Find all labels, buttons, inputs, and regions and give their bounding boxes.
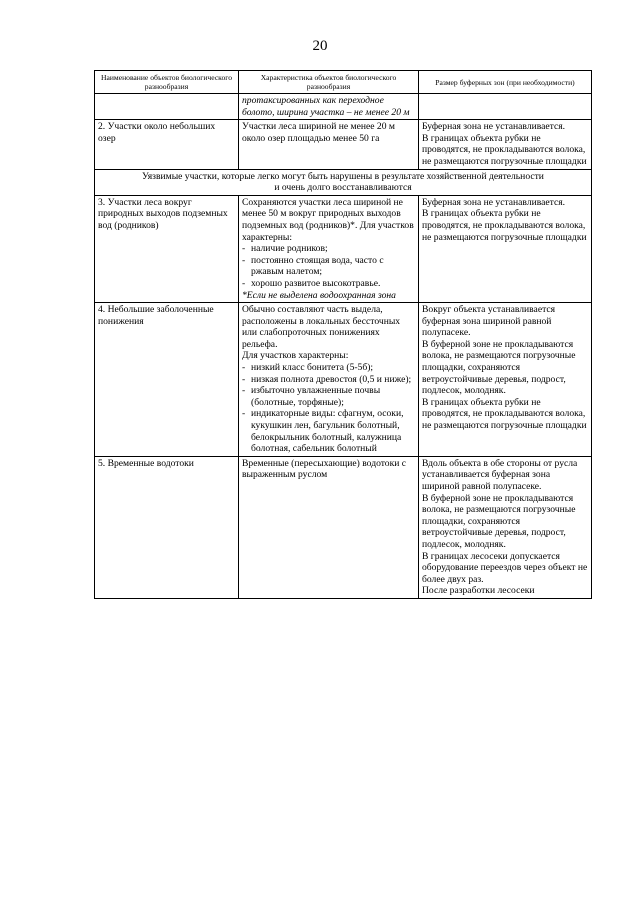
- list-item: - хорошо развитое высокотравье.: [242, 278, 415, 290]
- characteristic-list: [242, 243, 415, 289]
- object-name: 2. Участки около небольших озер: [95, 120, 239, 169]
- table-row: [95, 456, 592, 598]
- table-row: [95, 94, 592, 120]
- object-characteristic: Участки леса шириной не менее 20 м около озер площадью менее 50 га: [239, 120, 419, 169]
- section-heading-line: и очень долго восстанавливаются: [274, 182, 412, 194]
- buffer-text: Буферная зона не устанавливается.: [422, 196, 566, 208]
- list-item: - наличие родников;: [242, 243, 415, 255]
- characteristic-intro: Для участков характерны:: [242, 350, 349, 362]
- object-characteristic: [239, 303, 419, 457]
- table-row: [95, 120, 592, 169]
- object-name: 5. Временные водотоки: [95, 456, 239, 598]
- object-characteristic: [239, 195, 419, 302]
- characteristic-list: [242, 362, 415, 455]
- buffer-zones-table: [94, 70, 592, 599]
- buffer-text: В границах объекта рубки не проводятся, не прокладываются волока, не размещаются погрузочные площадки: [422, 208, 587, 243]
- list-item: - низкая полнота древостоя (0,5 и ниже);: [242, 374, 415, 386]
- page-number: 20: [312, 38, 328, 54]
- buffer-text: Вдоль объекта в обе стороны от русла устанавливается буферная зона шириной равной полупасеке.: [422, 457, 578, 492]
- table-header-row: [95, 71, 592, 94]
- list-item: - постоянно стоящая вода, часто с ржавым налетом;: [242, 255, 415, 278]
- list-item: - избыточно увлажненные почвы (болотные, торфяные);: [242, 385, 415, 408]
- characteristic-intro: Сохраняются участки леса шириной не менее 50 м вокруг природных выходов подземных вод (родников)*. Для участков характерны:: [242, 196, 414, 243]
- table-row: [95, 303, 592, 457]
- characteristic-intro: Обычно составляют часть выдела, расположены в локальных бессточных или слабопроточных понижениях рельефа.: [242, 304, 401, 350]
- buffer-text: Буферная зона не устанавливается.: [422, 121, 566, 133]
- buffer-text: В границах объекта рубки не проводятся, не прокладываются волока, не размещаются погрузочные площадки: [422, 396, 587, 432]
- section-heading-row: [95, 169, 592, 195]
- buffer-zone-cell: [419, 303, 592, 457]
- header-buffer-size: Размер буферных зон (при необходимости): [419, 71, 592, 94]
- list-item: - низкий класс бонитета (5-5б);: [242, 362, 415, 374]
- buffer-zone-cell: [419, 456, 592, 598]
- continued-name-cell: [95, 94, 239, 120]
- continued-characteristic-cell: протаксированных как переходное болото, ширина участка – не менее 20 м: [239, 94, 419, 120]
- header-object-name: Наименование объектов биологического разнообразия: [95, 71, 239, 94]
- buffer-text: В границах лесосеки допускается оборудование переездов через объект не более двух раз.: [422, 550, 588, 585]
- footnote: *Если не выделена водоохранная зона: [242, 289, 396, 301]
- object-name: 4. Небольшие заболоченные понижения: [95, 303, 239, 457]
- buffer-text: В границах объекта рубки не проводятся, не прокладываются волока, не размещаются погрузочные площадки: [422, 132, 587, 167]
- section-heading-line: Уязвимые участки, которые легко могут быть нарушены в результате хозяйственной деятельности: [142, 170, 544, 182]
- buffer-text: Вокруг объекта устанавливается буферная зона шириной равной полупасеке.: [422, 304, 556, 339]
- list-item: - индикаторные виды: сфагнум, осоки, кукушкин лен, багульник болотный, белокрыльник болотный, калужница болотная, сабельник болотный: [242, 408, 415, 454]
- section-heading: [95, 169, 592, 195]
- continued-buffer-cell: [419, 94, 592, 120]
- buffer-zone-cell: [419, 195, 592, 302]
- object-name: 3. Участки леса вокруг природных выходов подземных вод (родников): [95, 195, 239, 302]
- buffer-text: В буферной зоне не прокладываются волока, не размещаются погрузочные площадки, сохраняются ветроустойчивые деревья, подрост, подлесок, молодняк.: [422, 338, 576, 397]
- header-object-characteristic: Характеристика объектов биологического разнообразия: [239, 71, 419, 94]
- buffer-text: После разработки лесосеки: [422, 585, 535, 597]
- buffer-text: В буферной зоне не прокладываются волока, не размещаются погрузочные площадки, сохраняются ветроустойчивые деревья, подрост, подлесок, молодняк.: [422, 492, 576, 550]
- buffer-zone-cell: [419, 120, 592, 169]
- object-characteristic: Временные (пересыхающие) водотоки с выраженным руслом: [239, 456, 419, 598]
- table-row: [95, 195, 592, 302]
